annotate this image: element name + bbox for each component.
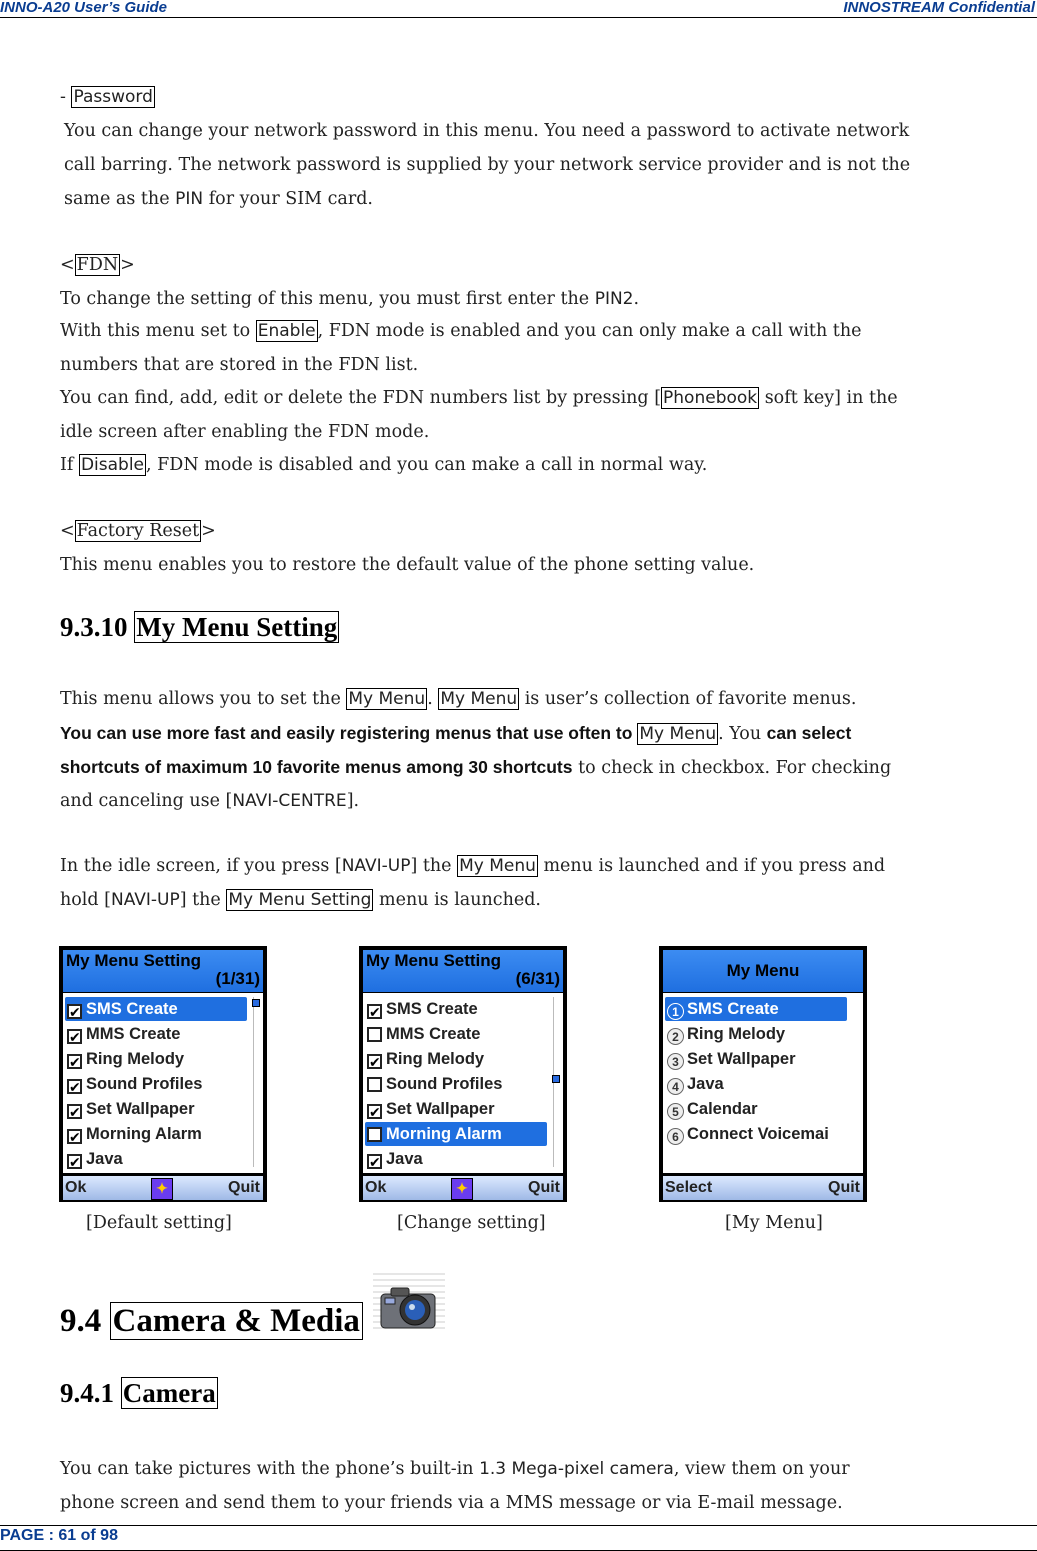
shortcut-list — [663, 993, 863, 1173]
fdn-line-4: You can find, add, edit or delete the FDN numbers list by pressing [ Phonebook soft key] in the — [60, 388, 898, 408]
scrollbar[interactable] — [553, 997, 560, 1167]
number-3-icon: 3 — [667, 1053, 684, 1070]
section-heading-9-4-1: 9.4.1 Camera — [60, 1378, 216, 1408]
camera-icon — [373, 1270, 445, 1334]
fdn-line-2: With this menu set to Enable , FDN mode is enabled and you can only make a call with the — [60, 321, 862, 341]
softkey-bar — [63, 1176, 263, 1200]
page-number: PAGE : 61 of 98 — [0, 1527, 118, 1544]
scrollbar[interactable] — [253, 997, 260, 1167]
list-item[interactable]: ✔ Java — [69, 1150, 123, 1171]
checkbox-checked-icon: ✔ — [369, 1155, 381, 1171]
list-item[interactable]: ✔ Ring Melody — [369, 1050, 485, 1071]
mymenu-line-3: shortcuts of maximum 10 favorite menus among 30 shortcuts to check in checkbox. For checking — [60, 757, 892, 778]
screen-title-bar: My Menu — [663, 950, 863, 992]
list-item[interactable]: MMS Create — [365, 1022, 547, 1046]
screenshot-change-setting — [359, 946, 567, 1202]
checkbox-list — [363, 993, 563, 1173]
list-item[interactable]: Sound Profiles — [365, 1072, 547, 1096]
checkbox-checked-icon: ✔ — [69, 1155, 81, 1171]
list-item[interactable]: 5 Calendar — [665, 1097, 847, 1121]
list-item[interactable]: ✔ Java — [369, 1150, 423, 1171]
checkbox-checked-icon: ✔ — [69, 1130, 81, 1146]
checkbox-list — [63, 993, 263, 1173]
camera-line-1: You can take pictures with the phone’s built-in 1.3 Mega-pixel camera, view them on your — [60, 1459, 850, 1479]
fdn-line-1: To change the setting of this menu, you must first enter the PIN2. — [60, 289, 640, 309]
factory-reset-line: This menu enables you to restore the default value of the phone setting value. — [60, 555, 755, 575]
list-item[interactable]: ✔ SMS Create — [65, 997, 247, 1021]
idle-line-1: In the idle screen, if you press [NAVI-UP] the My Menu menu is launched and if you press and — [60, 856, 886, 876]
list-item[interactable]: ✔ Ring Melody — [69, 1050, 185, 1071]
page-footer — [0, 1525, 1037, 1551]
caption-my-menu: [My Menu] — [725, 1213, 823, 1233]
idle-line-2: hold [NAVI-UP] the My Menu Setting menu is launched. — [60, 890, 541, 910]
list-item[interactable]: ✔ MMS Create — [69, 1025, 181, 1046]
password-line-1: You can change your network password in this menu. You need a password to activate network — [64, 121, 910, 141]
password-line-3: same as the PIN for your SIM card. — [64, 189, 373, 209]
number-1-icon: 1 — [667, 1003, 684, 1020]
section-heading-9-4: 9.4 Camera & Media — [60, 1303, 363, 1340]
quit-softkey[interactable]: Quit — [228, 1179, 260, 1196]
checkbox-checked-icon: ✔ — [69, 1030, 81, 1046]
factory-reset-heading: < Factory Reset > — [60, 521, 216, 541]
ok-softkey[interactable]: Ok — [365, 1179, 387, 1196]
list-item[interactable]: Morning Alarm — [365, 1122, 547, 1146]
checkbox-checked-icon: ✔ — [69, 1080, 81, 1096]
password-line-2: call barring. The network password is supplied by your network service provider and is not the — [64, 155, 911, 175]
list-item[interactable]: ✔ Set Wallpaper — [69, 1100, 195, 1121]
checkbox-checked-icon: ✔ — [69, 1005, 81, 1021]
caption-default-setting: [Default setting] — [86, 1213, 232, 1233]
ok-softkey[interactable]: Ok — [65, 1179, 87, 1196]
quit-softkey[interactable]: Quit — [528, 1179, 560, 1196]
softkey-bar — [363, 1176, 563, 1200]
number-5-icon: 5 — [667, 1103, 684, 1120]
number-6-icon: 6 — [667, 1128, 684, 1145]
number-2-icon: 2 — [667, 1028, 684, 1045]
list-item[interactable]: ✔ Morning Alarm — [69, 1125, 202, 1146]
checkbox-checked-icon: ✔ — [369, 1105, 381, 1121]
fdn-heading: < FDN > — [60, 255, 135, 275]
checkbox-empty-icon — [367, 1077, 382, 1092]
checkbox-empty-icon — [367, 1127, 382, 1142]
mymenu-line-4: and canceling use [NAVI-CENTRE]. — [60, 791, 360, 811]
checkbox-checked-icon: ✔ — [69, 1105, 81, 1121]
section-heading-9-3-10: 9.3.10 My Menu Setting — [60, 612, 338, 642]
list-item[interactable]: 1 SMS Create — [665, 997, 847, 1021]
checkbox-checked-icon: ✔ — [369, 1055, 381, 1071]
checkbox-checked-icon: ✔ — [69, 1055, 81, 1071]
menu-center-icon: ✦ — [151, 1178, 173, 1200]
quit-softkey[interactable]: Quit — [828, 1179, 860, 1196]
list-item[interactable]: ✔ Sound Profiles — [69, 1075, 203, 1096]
caption-change-setting: [Change setting] — [397, 1213, 546, 1233]
list-item[interactable]: ✔ SMS Create — [369, 1000, 478, 1021]
mymenu-line-2: You can use more fast and easily registering menus that use often to My Menu . You can select — [60, 723, 852, 744]
menu-center-icon: ✦ — [451, 1178, 473, 1200]
checkbox-checked-icon: ✔ — [369, 1005, 381, 1021]
mymenu-line-1: This menu allows you to set the My Menu . My Menu is user’s collection of favorite menus. — [60, 689, 857, 709]
list-item[interactable]: 4 Java — [665, 1072, 847, 1096]
camera-line-2: phone screen and send them to your friends via a MMS message or via E-mail message. — [60, 1493, 843, 1513]
list-item[interactable]: 3 Set Wallpaper — [665, 1047, 847, 1071]
confidential-label: INNOSTREAM Confidential — [843, 0, 1035, 16]
screen-title-bar: My Menu Setting (6/31) — [363, 950, 563, 992]
select-softkey[interactable]: Select — [665, 1179, 713, 1196]
doc-title: INNO-A20 User’s Guide — [0, 0, 167, 16]
number-4-icon: 4 — [667, 1078, 684, 1095]
page-header — [0, 0, 1037, 18]
checkbox-empty-icon — [367, 1027, 382, 1042]
fdn-line-6: If Disable , FDN mode is disabled and you can make a call in normal way. — [60, 455, 708, 475]
screen-title-bar: My Menu Setting (1/31) — [63, 950, 263, 992]
password-heading: - Password — [60, 87, 153, 107]
screenshot-default-setting — [59, 946, 267, 1202]
fdn-line-5: idle screen after enabling the FDN mode. — [60, 422, 430, 442]
list-item[interactable]: ✔ Set Wallpaper — [369, 1100, 495, 1121]
screenshot-my-menu — [659, 946, 867, 1202]
list-item[interactable]: 2 Ring Melody — [665, 1022, 847, 1046]
password-term: Password — [73, 87, 153, 107]
softkey-bar — [663, 1176, 863, 1200]
list-item[interactable]: 6 Connect Voicemai — [665, 1122, 855, 1146]
fdn-line-3: numbers that are stored in the FDN list. — [60, 355, 419, 375]
